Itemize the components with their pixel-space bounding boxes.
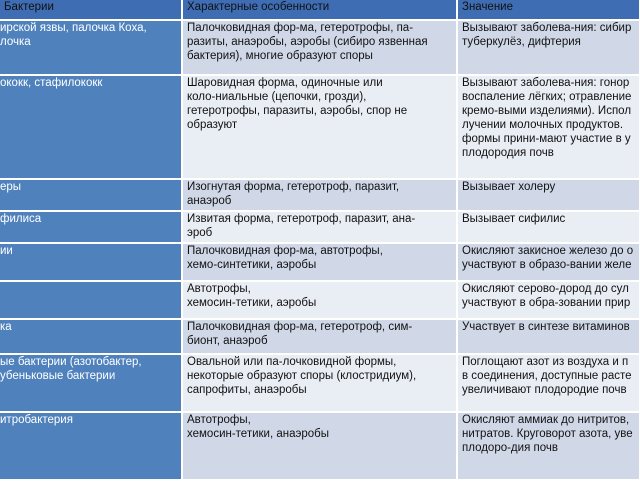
bacteria-cell — [0, 412, 182, 480]
significance-cell — [457, 179, 640, 211]
features-text: Извитая форма, гетеротроф, паразит, ана- эроб — [187, 213, 416, 239]
table-row — [0, 354, 640, 412]
header-significance: Значение — [457, 0, 640, 20]
significance-cell — [457, 412, 640, 480]
features-cell — [182, 319, 457, 354]
significance-cell — [457, 75, 640, 179]
features-cell — [182, 179, 457, 211]
bacteria-cell — [0, 354, 182, 412]
header-bacteria: Бактерии — [0, 0, 182, 20]
bacteria-cell — [0, 243, 182, 281]
bacteria-cell — [0, 179, 182, 211]
features-text: Автотрофы, хемосин-тетики, анаэробы — [187, 414, 330, 440]
header-features: Характерные особенности — [182, 0, 457, 20]
table-row — [0, 281, 640, 319]
significance-cell — [457, 319, 640, 354]
significance-text: Окисляют аммиак до нитритов, нитратов. Круговорот азота, уве плодоро-дия почв — [462, 414, 633, 454]
features-cell — [182, 354, 457, 412]
significance-cell — [457, 354, 640, 412]
significance-text: Поглощают азот из воздуха и п в соединения, доступные расте увеличивают плодородие почв — [462, 356, 632, 396]
significance-cell — [457, 211, 640, 243]
significance-text: Участвует в синтезе витаминов — [462, 321, 630, 333]
table-row — [0, 75, 640, 179]
significance-cell — [457, 20, 640, 75]
bacteria-cell — [0, 20, 182, 75]
table-header-row — [0, 0, 640, 20]
features-text: Шаровидная форма, одиночные или коло-ниальные (цепочки, грозди), гетеротрофы, паразиты, аэробы, спор не образуют — [187, 77, 408, 131]
table-row — [0, 319, 640, 354]
table-row — [0, 211, 640, 243]
features-cell — [182, 412, 457, 480]
features-cell — [182, 20, 457, 75]
features-text: Палочковидная фор-ма, гетеротроф, сим- бионт, анаэроб — [187, 321, 413, 347]
bacteria-text: ии — [0, 245, 13, 257]
significance-text: Вызывает сифилис — [462, 213, 566, 225]
bacteria-text: еры — [0, 181, 22, 193]
significance-cell — [457, 243, 640, 281]
bacteria-cell — [0, 75, 182, 179]
significance-text: Окисляют серово-дород до сул участвуют в обра-зовании прир — [462, 283, 631, 309]
features-text: Автотрофы, хемосин-тетики, аэробы — [187, 283, 317, 309]
table-row — [0, 20, 640, 75]
features-text: Овальной или па-лочковидной формы, некоторые образуют споры (клостридиум), сапрофиты, анаэробы — [187, 356, 417, 396]
features-text: Изогнутая форма, гетеротроф, паразит, анаэроб — [187, 181, 400, 207]
bacteria-text: ирской язвы, палочка Коха, лочка — [0, 22, 147, 48]
features-cell — [182, 243, 457, 281]
bacteria-text: ка — [0, 321, 12, 333]
features-text: Палочковидная фор-ма, автотрофы, хемо-синтетики, аэробы — [187, 245, 383, 271]
features-text: Палочковидная фор-ма, гетеротрофы, па- разиты, анаэробы, аэробы (сибиро язвенная бактерия), многие образуют споры — [187, 22, 428, 62]
bacteria-cell — [0, 281, 182, 319]
bacteria-text: итробактерия — [0, 414, 73, 426]
significance-cell — [457, 281, 640, 319]
bacteria-text: ококк, стафилококк — [0, 77, 103, 89]
features-cell — [182, 281, 457, 319]
significance-text: Вызывают заболева-ния: сибир туберкулёз, дифтерия — [462, 22, 632, 48]
table-row — [0, 179, 640, 211]
features-cell — [182, 211, 457, 243]
table-row — [0, 243, 640, 281]
bacteria-cell — [0, 211, 182, 243]
features-cell — [182, 75, 457, 179]
bacteria-text: ые бактерии (азотобактер, убеньковые бактерии — [0, 356, 142, 382]
bacteria-text: филиса — [0, 213, 42, 225]
significance-text: Вызывает холеру — [462, 181, 556, 193]
table-row — [0, 412, 640, 480]
significance-text: Окисляют закисное железо до о участвуют в образо-вании желе — [462, 245, 634, 271]
bacteria-cell — [0, 319, 182, 354]
significance-text: Вызывают заболева-ния: гонор воспаление лёгких; отравление кремо-выми изделиями). Испол лучении молочных продуктов. формы прини-мают участие в у плодородия почв — [462, 77, 632, 159]
